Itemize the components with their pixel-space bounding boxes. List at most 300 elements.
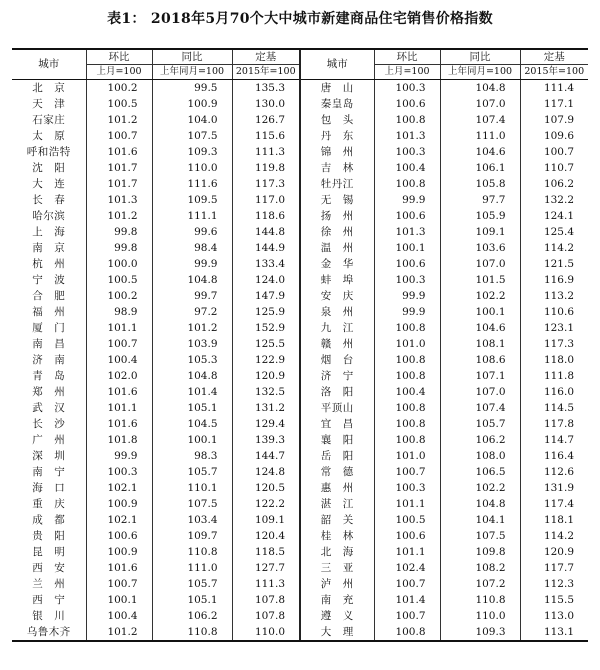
cell-base: 135.3 <box>232 80 300 97</box>
cell-base: 117.0 <box>232 192 300 208</box>
cell-base: 130.0 <box>232 96 300 112</box>
cell-base: 112.6 <box>520 464 588 480</box>
cell-city: 长 春 <box>32 193 66 206</box>
cell-base: 111.8 <box>520 368 588 384</box>
header-mom-sub: 上月=100 <box>86 65 152 80</box>
cell-yoy: 108.0 <box>440 448 520 464</box>
cell-city: 兰 州 <box>32 577 66 590</box>
cell-base: 117.7 <box>520 560 588 576</box>
cell-mom: 100.3 <box>374 272 440 288</box>
cell-mom: 100.8 <box>374 320 440 336</box>
cell-mom: 100.9 <box>86 544 152 560</box>
cell-yoy: 107.5 <box>440 528 520 544</box>
cell-city: 常 德 <box>300 464 374 480</box>
cell-city: 宁 波 <box>32 273 66 286</box>
table-row <box>12 80 588 97</box>
table-row <box>12 304 588 320</box>
table-row <box>12 480 588 496</box>
cell-mom: 99.9 <box>86 448 152 464</box>
cell-city: 济 宁 <box>300 368 374 384</box>
cell-base: 115.5 <box>520 592 588 608</box>
cell-mom: 100.7 <box>86 576 152 592</box>
cell-base: 129.4 <box>232 416 300 432</box>
cell-yoy: 110.1 <box>152 480 232 496</box>
cell-base: 117.3 <box>232 176 300 192</box>
cell-city: 成 都 <box>32 513 66 526</box>
cell-base: 107.9 <box>520 112 588 128</box>
cell-yoy: 110.8 <box>440 592 520 608</box>
cell-city: 九 江 <box>300 320 374 336</box>
cell-yoy: 107.5 <box>152 128 232 144</box>
cell-base: 113.0 <box>520 608 588 624</box>
cell-yoy: 110.8 <box>152 544 232 560</box>
cell-city: 遵 义 <box>300 608 374 624</box>
cell-yoy: 107.0 <box>440 96 520 112</box>
cell-city: 太 原 <box>32 129 66 142</box>
cell-yoy: 105.7 <box>440 416 520 432</box>
table-row <box>12 96 588 112</box>
cell-mom: 100.5 <box>86 272 152 288</box>
cell-city: 西 宁 <box>32 593 66 606</box>
cell-base: 109.1 <box>232 512 300 528</box>
cell-mom: 98.9 <box>86 304 152 320</box>
cell-base: 118.1 <box>520 512 588 528</box>
cell-city: 秦皇岛 <box>300 96 374 112</box>
cell-yoy: 111.0 <box>152 560 232 576</box>
cell-mom: 102.1 <box>86 512 152 528</box>
cell-mom: 101.3 <box>374 224 440 240</box>
cell-mom: 100.6 <box>86 528 152 544</box>
table-row <box>12 144 588 160</box>
header-base: 定基 <box>520 49 588 65</box>
cell-mom: 99.9 <box>374 288 440 304</box>
cell-city: 厦 门 <box>32 321 66 334</box>
cell-city: 杭 州 <box>32 257 66 270</box>
cell-base: 114.5 <box>520 400 588 416</box>
cell-mom: 100.6 <box>374 528 440 544</box>
table-row <box>12 400 588 416</box>
cell-yoy: 107.0 <box>440 384 520 400</box>
cell-yoy: 99.5 <box>152 80 232 97</box>
cell-base: 125.9 <box>232 304 300 320</box>
cell-city: 北 京 <box>32 81 66 94</box>
cell-mom: 100.7 <box>86 128 152 144</box>
table-row <box>12 416 588 432</box>
cell-mom: 101.2 <box>86 624 152 641</box>
cell-mom: 101.1 <box>374 544 440 560</box>
cell-city: 韶 关 <box>300 512 374 528</box>
cell-base: 124.8 <box>232 464 300 480</box>
cell-mom: 100.9 <box>86 496 152 512</box>
cell-base: 118.5 <box>232 544 300 560</box>
cell-yoy: 97.7 <box>440 192 520 208</box>
cell-yoy: 98.4 <box>152 240 232 256</box>
header-city: 城市 <box>300 49 374 80</box>
table-row <box>12 176 588 192</box>
cell-mom: 101.6 <box>86 384 152 400</box>
cell-yoy: 105.7 <box>152 576 232 592</box>
cell-mom: 101.7 <box>86 176 152 192</box>
cell-yoy: 111.0 <box>440 128 520 144</box>
cell-base: 110.0 <box>232 624 300 641</box>
cell-city: 三 亚 <box>300 560 374 576</box>
cell-yoy: 104.6 <box>440 144 520 160</box>
cell-base: 125.4 <box>520 224 588 240</box>
cell-yoy: 105.9 <box>440 208 520 224</box>
table-row <box>12 432 588 448</box>
cell-city: 重 庆 <box>32 497 66 510</box>
cell-yoy: 103.6 <box>440 240 520 256</box>
cell-mom: 99.8 <box>86 240 152 256</box>
cell-base: 107.8 <box>232 592 300 608</box>
cell-yoy: 104.6 <box>440 320 520 336</box>
cell-city: 深 圳 <box>32 449 66 462</box>
cell-city: 锦 州 <box>300 144 374 160</box>
cell-city: 广 州 <box>32 433 66 446</box>
cell-mom: 100.0 <box>86 256 152 272</box>
cell-mom: 100.2 <box>86 80 152 97</box>
cell-yoy: 102.2 <box>440 288 520 304</box>
cell-yoy: 99.9 <box>152 256 232 272</box>
cell-yoy: 105.1 <box>152 400 232 416</box>
cell-base: 124.1 <box>520 208 588 224</box>
cell-mom: 100.4 <box>86 352 152 368</box>
table-row <box>12 576 588 592</box>
cell-yoy: 106.2 <box>440 432 520 448</box>
table-row <box>12 544 588 560</box>
cell-mom: 100.4 <box>374 160 440 176</box>
cell-city: 唐 山 <box>300 80 374 97</box>
cell-city: 牡丹江 <box>300 176 374 192</box>
cell-yoy: 111.1 <box>152 208 232 224</box>
cell-yoy: 105.7 <box>152 464 232 480</box>
cell-city: 南 充 <box>300 592 374 608</box>
cell-base: 121.5 <box>520 256 588 272</box>
cell-base: 107.8 <box>232 608 300 624</box>
cell-base: 109.6 <box>520 128 588 144</box>
cell-mom: 100.8 <box>374 400 440 416</box>
header-city: 城市 <box>12 49 86 80</box>
cell-base: 139.3 <box>232 432 300 448</box>
cell-yoy: 109.1 <box>440 224 520 240</box>
cell-mom: 100.7 <box>374 608 440 624</box>
table-row <box>12 112 588 128</box>
cell-base: 144.9 <box>232 240 300 256</box>
cell-base: 119.8 <box>232 160 300 176</box>
cell-base: 147.9 <box>232 288 300 304</box>
cell-city: 大 连 <box>32 177 66 190</box>
cell-base: 132.2 <box>520 192 588 208</box>
cell-yoy: 108.6 <box>440 352 520 368</box>
cell-yoy: 104.8 <box>152 272 232 288</box>
cell-city: 哈尔滨 <box>32 209 66 222</box>
cell-base: 113.2 <box>520 288 588 304</box>
cell-yoy: 110.0 <box>152 160 232 176</box>
table-row <box>12 608 588 624</box>
cell-yoy: 101.5 <box>440 272 520 288</box>
cell-yoy: 104.8 <box>440 496 520 512</box>
cell-base: 126.7 <box>232 112 300 128</box>
cell-mom: 101.2 <box>86 112 152 128</box>
table-row <box>12 240 588 256</box>
cell-mom: 100.1 <box>86 592 152 608</box>
table-row <box>12 224 588 240</box>
cell-base: 112.3 <box>520 576 588 592</box>
cell-city: 宜 昌 <box>300 416 374 432</box>
cell-city: 蚌 埠 <box>300 272 374 288</box>
cell-base: 110.7 <box>520 160 588 176</box>
cell-mom: 99.9 <box>374 304 440 320</box>
cell-city: 西 安 <box>32 561 66 574</box>
cell-mom: 100.7 <box>374 576 440 592</box>
cell-yoy: 109.7 <box>152 528 232 544</box>
cell-mom: 100.2 <box>86 288 152 304</box>
cell-mom: 101.0 <box>374 448 440 464</box>
cell-mom: 101.7 <box>86 160 152 176</box>
cell-base: 116.9 <box>520 272 588 288</box>
cell-city: 福 州 <box>32 305 66 318</box>
cell-yoy: 108.1 <box>440 336 520 352</box>
cell-yoy: 100.1 <box>152 432 232 448</box>
cell-mom: 100.8 <box>374 432 440 448</box>
cell-base: 120.9 <box>232 368 300 384</box>
cell-city: 徐 州 <box>300 224 374 240</box>
cell-yoy: 104.5 <box>152 416 232 432</box>
cell-city: 洛 阳 <box>300 384 374 400</box>
cell-city: 南 宁 <box>32 465 66 478</box>
table-row <box>12 464 588 480</box>
cell-base: 133.4 <box>232 256 300 272</box>
cell-base: 120.4 <box>232 528 300 544</box>
cell-yoy: 102.2 <box>440 480 520 496</box>
cell-city: 岳 阳 <box>300 448 374 464</box>
cell-yoy: 98.3 <box>152 448 232 464</box>
cell-mom: 100.3 <box>374 80 440 97</box>
header-yoy: 同比 <box>152 49 232 65</box>
cell-base: 113.1 <box>520 624 588 641</box>
cell-base: 110.6 <box>520 304 588 320</box>
cell-city: 乌鲁木齐 <box>12 624 86 641</box>
cell-base: 117.3 <box>520 336 588 352</box>
cell-yoy: 97.2 <box>152 304 232 320</box>
cell-base: 123.1 <box>520 320 588 336</box>
header-base: 定基 <box>232 49 300 65</box>
cell-base: 131.9 <box>520 480 588 496</box>
table-row <box>12 512 588 528</box>
cell-yoy: 106.1 <box>440 160 520 176</box>
cell-city: 湛 江 <box>300 496 374 512</box>
cell-yoy: 100.1 <box>440 304 520 320</box>
cell-base: 116.0 <box>520 384 588 400</box>
cell-mom: 100.4 <box>86 608 152 624</box>
cell-mom: 100.8 <box>374 176 440 192</box>
cell-city: 武 汉 <box>32 401 66 414</box>
table-row <box>12 368 588 384</box>
cell-yoy: 109.8 <box>440 544 520 560</box>
cell-city: 桂 林 <box>300 528 374 544</box>
cell-city: 沈 阳 <box>32 161 66 174</box>
table-row <box>12 384 588 400</box>
table-row <box>12 560 588 576</box>
cell-yoy: 99.7 <box>152 288 232 304</box>
cell-city: 海 口 <box>32 481 66 494</box>
header-mom-sub: 上月=100 <box>374 65 440 80</box>
cell-city: 贵 阳 <box>32 529 66 542</box>
cell-mom: 101.3 <box>374 128 440 144</box>
cell-yoy: 103.9 <box>152 336 232 352</box>
cell-mom: 101.1 <box>374 496 440 512</box>
cell-city: 南 昌 <box>32 337 66 350</box>
cell-city: 青 岛 <box>32 369 66 382</box>
header-yoy-sub: 上年同月=100 <box>440 65 520 80</box>
cell-city: 金 华 <box>300 256 374 272</box>
table-row <box>12 160 588 176</box>
cell-mom: 100.6 <box>374 208 440 224</box>
cell-city: 赣 州 <box>300 336 374 352</box>
cell-mom: 100.3 <box>86 464 152 480</box>
header-yoy-sub: 上年同月=100 <box>152 65 232 80</box>
cell-mom: 100.3 <box>374 144 440 160</box>
cell-mom: 101.3 <box>86 192 152 208</box>
cell-base: 117.4 <box>520 496 588 512</box>
cell-mom: 100.8 <box>374 112 440 128</box>
cell-mom: 99.9 <box>374 192 440 208</box>
cell-mom: 102.1 <box>86 480 152 496</box>
table-row <box>12 496 588 512</box>
table-row <box>12 208 588 224</box>
cell-mom: 101.6 <box>86 416 152 432</box>
header-base-sub: 2015年=100 <box>520 65 588 80</box>
table-body <box>12 80 588 642</box>
cell-city: 南 京 <box>32 241 66 254</box>
cell-city: 济 南 <box>32 353 66 366</box>
cell-yoy: 106.5 <box>440 464 520 480</box>
cell-base: 111.3 <box>232 576 300 592</box>
cell-yoy: 101.2 <box>152 320 232 336</box>
header-base-sub: 2015年=100 <box>232 65 300 80</box>
cell-city: 北 海 <box>300 544 374 560</box>
cell-base: 124.0 <box>232 272 300 288</box>
cell-base: 127.7 <box>232 560 300 576</box>
cell-city: 泉 州 <box>300 304 374 320</box>
cell-city: 银 川 <box>32 609 66 622</box>
cell-city: 郑 州 <box>32 385 66 398</box>
cell-mom: 100.8 <box>374 416 440 432</box>
cell-mom: 101.6 <box>86 560 152 576</box>
cell-base: 111.3 <box>232 144 300 160</box>
cell-yoy: 106.2 <box>152 608 232 624</box>
table-row <box>12 592 588 608</box>
cell-base: 131.2 <box>232 400 300 416</box>
cell-base: 122.2 <box>232 496 300 512</box>
cell-mom: 100.8 <box>374 368 440 384</box>
cell-base: 114.7 <box>520 432 588 448</box>
cell-base: 116.4 <box>520 448 588 464</box>
table-row <box>12 256 588 272</box>
cell-mom: 101.4 <box>374 592 440 608</box>
cell-city: 扬 州 <box>300 208 374 224</box>
cell-yoy: 103.4 <box>152 512 232 528</box>
cell-yoy: 105.1 <box>152 592 232 608</box>
cell-yoy: 111.6 <box>152 176 232 192</box>
cell-yoy: 99.6 <box>152 224 232 240</box>
table-row <box>12 336 588 352</box>
cell-city: 泸 州 <box>300 576 374 592</box>
cell-yoy: 107.1 <box>440 368 520 384</box>
cell-mom: 100.7 <box>374 464 440 480</box>
cell-yoy: 108.2 <box>440 560 520 576</box>
cell-yoy: 109.3 <box>440 624 520 641</box>
cell-city: 襄 阳 <box>300 432 374 448</box>
cell-base: 120.5 <box>232 480 300 496</box>
cell-yoy: 110.8 <box>152 624 232 641</box>
cell-mom: 101.1 <box>86 400 152 416</box>
cell-base: 114.2 <box>520 240 588 256</box>
cell-city: 无 锡 <box>300 192 374 208</box>
cell-city: 烟 台 <box>300 352 374 368</box>
cell-mom: 100.6 <box>374 256 440 272</box>
cell-base: 120.9 <box>520 544 588 560</box>
cell-yoy: 107.4 <box>440 112 520 128</box>
cell-base: 111.4 <box>520 80 588 97</box>
table-row <box>12 128 588 144</box>
cell-base: 114.2 <box>520 528 588 544</box>
cell-city: 惠 州 <box>300 480 374 496</box>
cell-base: 117.1 <box>520 96 588 112</box>
cell-base: 115.6 <box>232 128 300 144</box>
cell-mom: 102.0 <box>86 368 152 384</box>
cell-yoy: 105.3 <box>152 352 232 368</box>
table-row <box>12 528 588 544</box>
cell-yoy: 100.9 <box>152 96 232 112</box>
cell-mom: 100.3 <box>374 480 440 496</box>
table-row <box>12 448 588 464</box>
cell-base: 118.6 <box>232 208 300 224</box>
cell-mom: 100.5 <box>374 512 440 528</box>
cell-mom: 100.8 <box>374 624 440 641</box>
cell-base: 122.9 <box>232 352 300 368</box>
cell-mom: 102.4 <box>374 560 440 576</box>
cell-city: 呼和浩特 <box>26 145 71 158</box>
cell-base: 144.8 <box>232 224 300 240</box>
table-row <box>12 288 588 304</box>
price-index-table <box>12 48 588 642</box>
cell-mom: 100.8 <box>374 352 440 368</box>
cell-city: 安 庆 <box>300 288 374 304</box>
cell-city: 包 头 <box>300 112 374 128</box>
cell-yoy: 107.2 <box>440 576 520 592</box>
cell-yoy: 107.0 <box>440 256 520 272</box>
cell-yoy: 104.8 <box>152 368 232 384</box>
cell-mom: 99.8 <box>86 224 152 240</box>
cell-mom: 100.7 <box>86 336 152 352</box>
cell-mom: 101.0 <box>374 336 440 352</box>
cell-base: 144.7 <box>232 448 300 464</box>
cell-city: 吉 林 <box>300 160 374 176</box>
table-row <box>12 192 588 208</box>
header-yoy: 同比 <box>440 49 520 65</box>
cell-mom: 101.2 <box>86 208 152 224</box>
cell-base: 100.7 <box>520 144 588 160</box>
cell-city: 昆 明 <box>32 545 66 558</box>
cell-mom: 101.6 <box>86 144 152 160</box>
cell-base: 125.5 <box>232 336 300 352</box>
cell-mom: 101.1 <box>86 320 152 336</box>
cell-yoy: 109.3 <box>152 144 232 160</box>
cell-yoy: 109.5 <box>152 192 232 208</box>
table-row <box>12 352 588 368</box>
cell-base: 152.9 <box>232 320 300 336</box>
